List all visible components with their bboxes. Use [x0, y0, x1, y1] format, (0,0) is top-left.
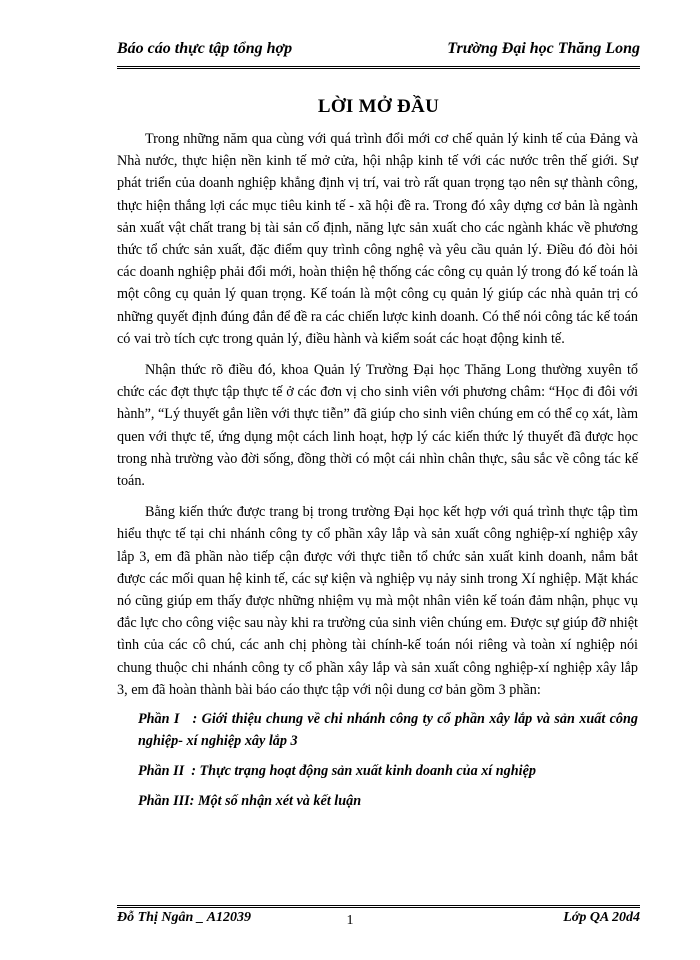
part-separator: :	[184, 763, 200, 780]
footer-class: Lớp QA 20d4	[563, 910, 640, 925]
paragraph-2: Nhận thức rõ điều đó, khoa Quản lý Trường Đại học Thăng Long thường xuyên tổ chức các đợt thực tập thực tế ở các đơn vị cho sinh viên với phương châm: “Học đi đôi với hành”, “Lý thuyết gắn liền với thực tiễn” đã giúp cho sinh viên chúng em có thể cọ xát, làm quen với thực tế, ứng dụng một cách linh hoạt, hợp lý các kiến thức lý thuyết đã được học trong nhà trường vào đời sống, đồng thời có một cái nhìn chân thực, sâu sắc về công tác kế toán.	[117, 362, 638, 490]
part-separator: :	[189, 793, 198, 810]
page-header	[117, 40, 640, 69]
footer-author: Đỗ Thị Ngân _ A12039	[117, 910, 252, 925]
page-number: 1	[346, 913, 354, 928]
part-text: Một số nhận xét và kết luận	[197, 793, 362, 810]
header-report-title: Báo cáo thực tập tổng hợp	[117, 40, 293, 57]
paragraph-3: Bằng kiến thức được trang bị trong trường Đại học kết hợp với quá trình thực tập tìm hiểu thực tế tại chi nhánh công ty cổ phần xây lắp và sản xuất công nghiệp-xí nghiệp xây lắp 3, em đã phần nào tiếp cận được với thực tiễn tổ chức sản xuất kinh doanh, nắm bắt được các mối quan hệ kinh tế, các sự kiện và nghiệp vụ nảy sinh trong Xí nghiệp. Mặt khác nó cũng giúp em thấy được những nhiệm vụ mà một nhân viên kế toán đảm nhận, phục vụ đắc lực cho công việc sau này khi ra trường của sinh viên chúng em. Được sự giúp đỡ nhiệt tình của các cô chú, các anh chị phòng tài chính-kế toán nói riêng và toàn xí nghiệp nói chung thuộc chi nhánh công ty cổ phần xây lắp và sản xuất công nghiệp-xí nghiệp xây lắp 3, em đã hoàn thành bài báo cáo thực tập với nội dung cơ bản gồm 3 phần:	[117, 504, 638, 698]
header-university: Trường Đại học Thăng Long	[447, 40, 640, 57]
part-label: Phần I	[138, 711, 180, 728]
part-text: Giới thiệu chung về chi nhánh công ty cổ phần xây lắp và sản xuất công nghiệp- xí nghiệp xây lắp 3	[138, 711, 638, 750]
parts-list	[117, 708, 638, 812]
page-title: LỜI MỞ ĐẦU	[317, 96, 440, 117]
paragraph-1: Trong những năm qua cùng với quá trình đổi mới cơ chế quản lý kinh tế của Đảng và Nhà nước, thực hiện nền kinh tế mở cửa, hội nhập kinh tế với các nước trên thế giới. Sự phát triển của doanh nghiệp khẳng định vị trí, vai trò rất quan trọng tạo nên sự thành công, thực hiện thắng lợi các mục tiêu kinh tế - xã hội đề ra. Trong đó xây dựng cơ bản là ngành sản xuất vật chất trang bị tài sản cố định, năng lực sản xuất cho các ngành khác về phương thức tổ chức sản xuất, đặc điểm quy trình công nghệ và yêu cầu quản lý. Điều đó đòi hỏi các doanh nghiệp phải đổi mới, hoàn thiện hệ thống các công cụ quản lý trong đó kế toán là một công cụ quản lý quan trọng. Kế toán là một công cụ quản lý giúp các nhà quản trị có những quyết định đúng đắn để đề ra các chiến lược kinh doanh. Có thể nói công tác kế toán có vai trò tích cực trong quản lý, điều hành và kiểm soát các hoạt động kinh tế.	[117, 131, 638, 347]
part-label: Phần II	[138, 763, 185, 780]
part-separator: :	[179, 711, 202, 728]
part-item	[138, 708, 638, 752]
part-text: Thực trạng hoạt động sản xuất kinh doanh của xí nghiệp	[199, 763, 536, 780]
document-body	[117, 128, 638, 820]
part-label: Phần III	[138, 793, 190, 810]
part-item	[138, 790, 638, 812]
part-item	[138, 760, 638, 782]
